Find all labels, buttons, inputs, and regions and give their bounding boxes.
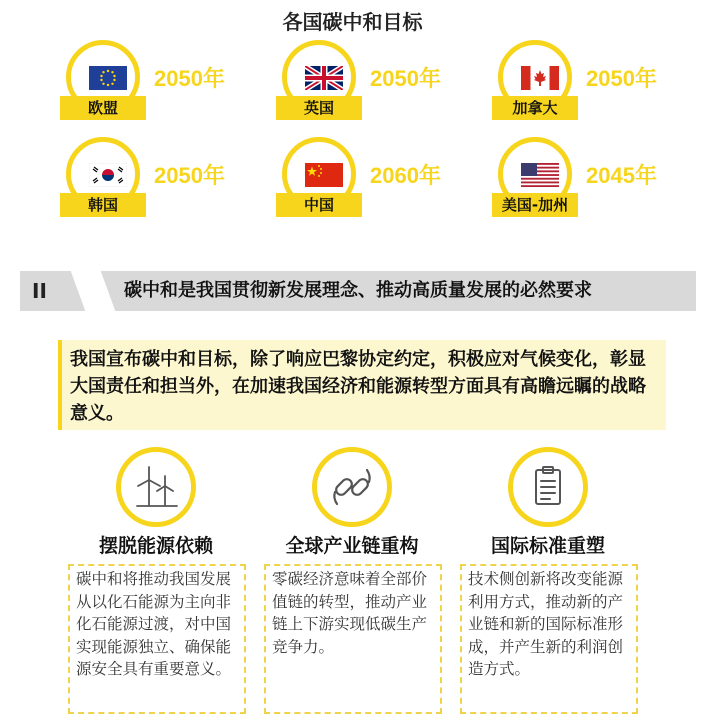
- pillar-description: 零碳经济意味着全部价值链的转型，推动产业链上下游实现低碳生产竞争力。: [264, 564, 442, 714]
- country-china: [276, 137, 476, 227]
- country-uk: [276, 40, 476, 130]
- target-year: 2050年: [154, 163, 225, 188]
- eu-flag-icon: [89, 66, 127, 90]
- country-korea: [60, 137, 260, 227]
- target-year: 2060年: [370, 163, 441, 188]
- pillar-description: 技术侧创新将改变能源利用方式，推动新的产业链和新的国际标准形成，并产生新的利润创造方式。: [460, 564, 638, 714]
- canada-flag-icon: [521, 66, 559, 90]
- country-canada: [492, 40, 692, 130]
- pillar-title: 摆脱能源依赖: [98, 535, 213, 557]
- uk-flag-icon: [305, 66, 343, 90]
- country-name: 欧盟: [60, 96, 146, 120]
- country-name: 英国: [276, 96, 362, 120]
- key-statement: 我国宣布碳中和目标，除了响应巴黎协定约定，积极应对气候变化，彰显大国责任和担当外，在加速我国经济和能源转型方面具有高瞻远瞩的战略意义。: [58, 340, 666, 430]
- pillar-icon-circle: [116, 447, 196, 527]
- country-name: 中国: [276, 193, 362, 217]
- target-year: 2050年: [154, 66, 225, 91]
- country-eu: [60, 40, 260, 130]
- pillar-description: 碳中和将推动我国发展从以化石能源为主向非化石能源过渡，对中国实现能源独立、确保能源安全具有重要意义。: [68, 564, 246, 714]
- section-heading: 碳中和是我国贯彻新发展理念、推动高质量发展的必然要求: [124, 280, 592, 301]
- wind-turbine-icon: [133, 464, 179, 510]
- document-icon: [525, 464, 571, 510]
- target-year: 2050年: [586, 66, 657, 91]
- target-year: 2050年: [370, 66, 441, 91]
- section-number: II: [32, 279, 47, 303]
- pillar-title: 国际标准重塑: [490, 535, 605, 557]
- us-flag-icon: [521, 163, 559, 187]
- country-name: 韩国: [60, 193, 146, 217]
- target-year: 2045年: [586, 163, 657, 188]
- country-name: 加拿大: [492, 96, 578, 120]
- china-flag-icon: [305, 163, 343, 187]
- pillar-title: 全球产业链重构: [285, 535, 419, 557]
- chain-link-icon: [329, 464, 375, 510]
- page-title: 各国碳中和目标: [282, 10, 423, 34]
- korea-flag-icon: [89, 163, 127, 187]
- pillar-icon-circle: [312, 447, 392, 527]
- country-us-california: [492, 137, 692, 227]
- country-name: 美国-加州: [492, 193, 578, 217]
- section-banner: [20, 271, 696, 311]
- pillar-icon-circle: [508, 447, 588, 527]
